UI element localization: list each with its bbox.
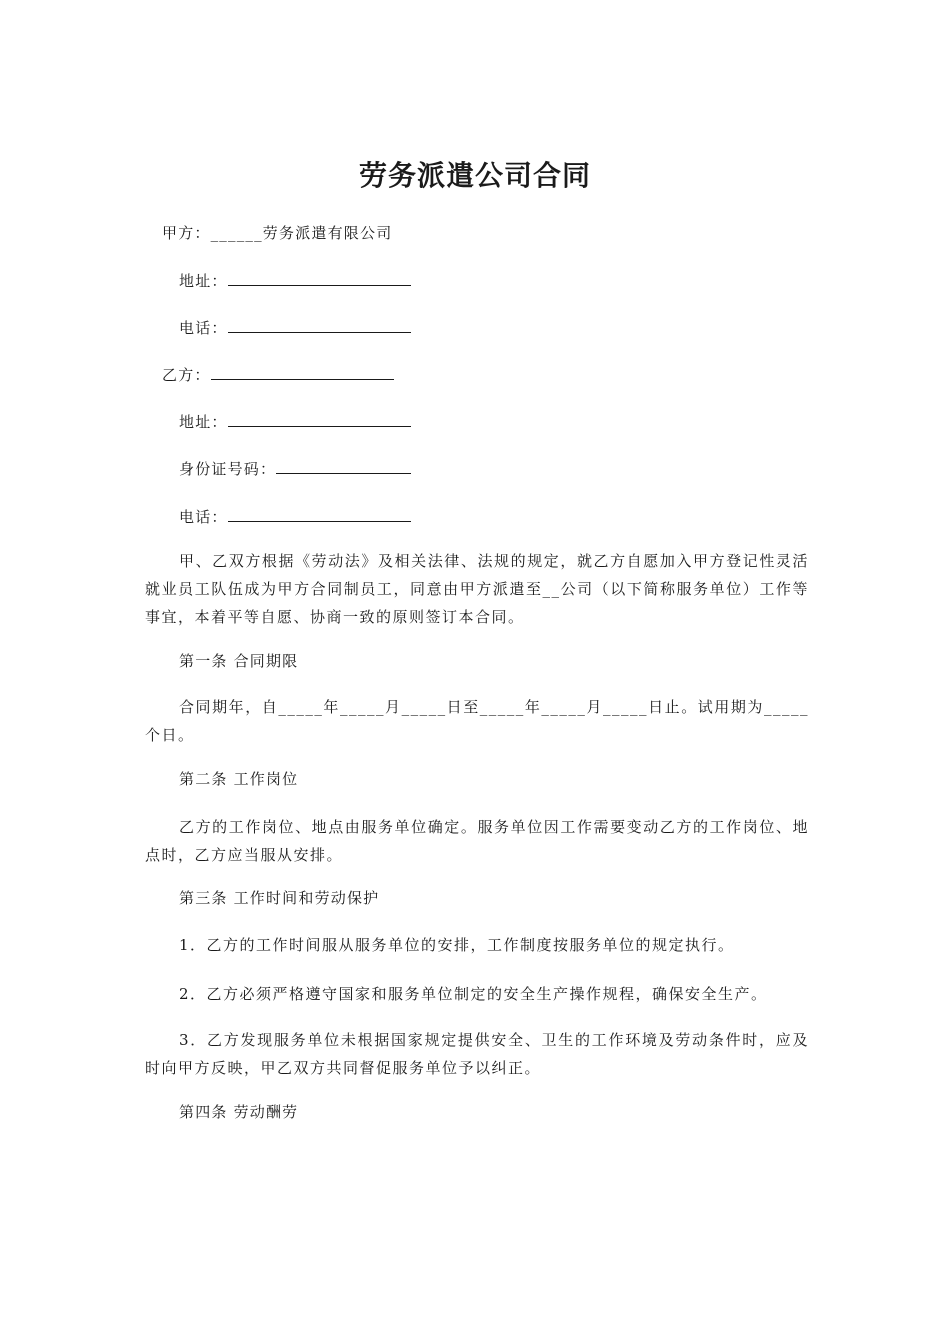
article-3-item-3: 3．乙方发现服务单位未根据国家规定提供安全、卫生的工作环境及劳动条件时，应及时向甲方反映，甲乙双方共同督促服务单位予以纠正。 bbox=[145, 1031, 809, 1077]
article-3-item-2: 2．乙方必须严格遵守国家和服务单位制定的安全生产操作规程，确保安全生产。 bbox=[179, 985, 768, 1003]
party-b-address-label: 地址： bbox=[179, 413, 228, 431]
article-3-title: 第三条 工作时间和劳动保护 bbox=[179, 889, 380, 907]
article-2-title: 第二条 工作岗位 bbox=[179, 770, 299, 788]
party-b-label: 乙方： bbox=[162, 366, 211, 384]
party-a-phone-line bbox=[179, 317, 411, 338]
document-title: 劳务派遣公司合同 bbox=[358, 159, 591, 192]
party-a-phone-blank[interactable] bbox=[228, 317, 411, 333]
party-b-phone-blank[interactable] bbox=[228, 506, 411, 522]
party-b-name-blank[interactable] bbox=[211, 364, 394, 380]
party-b-id-line bbox=[179, 458, 411, 479]
article-2-text: 乙方的工作岗位、地点由服务单位确定。服务单位因工作需要变动乙方的工作岗位、地点时，乙方应当服从安排。 bbox=[145, 818, 809, 864]
party-b-line bbox=[162, 364, 394, 385]
party-a-phone-label: 电话： bbox=[179, 319, 228, 337]
article-1-text: 合同期年，自_____年_____月_____日至_____年_____月_____日止。试用期为_____个日。 bbox=[145, 698, 809, 744]
party-a-address-label: 地址： bbox=[179, 272, 228, 290]
article-3-item-1: 1．乙方的工作时间服从服务单位的安排，工作制度按服务单位的规定执行。 bbox=[179, 936, 735, 954]
party-b-phone-line bbox=[179, 506, 411, 527]
party-b-address-line bbox=[179, 411, 411, 432]
party-b-address-blank[interactable] bbox=[228, 411, 411, 427]
party-b-id-blank[interactable] bbox=[276, 458, 411, 474]
party-a-address-blank[interactable] bbox=[228, 270, 411, 286]
article-1-title: 第一条 合同期限 bbox=[179, 652, 299, 670]
intro-paragraph: 甲、乙双方根据《劳动法》及相关法律、法规的规定，就乙方自愿加入甲方登记性灵活就业员工队伍成为甲方合同制员工，同意由甲方派遣至__公司（以下简称服务单位）工作等事宜，本着平等自愿、协商一致的原则签订本合同。 bbox=[145, 552, 809, 626]
party-a-address-line bbox=[179, 270, 411, 291]
party-a-line: 甲方：______劳务派遣有限公司 bbox=[162, 224, 393, 242]
party-b-id-label: 身份证号码： bbox=[179, 460, 277, 478]
party-b-phone-label: 电话： bbox=[179, 508, 228, 526]
article-4-title: 第四条 劳动酬劳 bbox=[179, 1103, 299, 1121]
